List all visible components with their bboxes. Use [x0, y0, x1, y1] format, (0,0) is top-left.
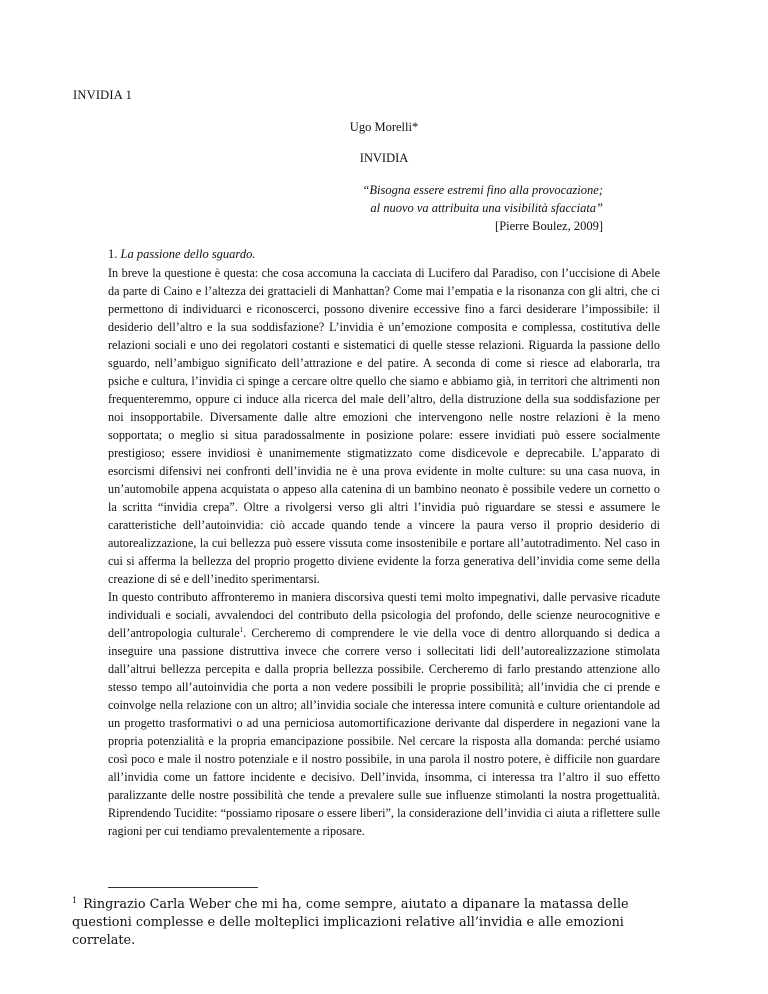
epigraph-source: [Pierre Boulez, 2009] — [495, 219, 603, 233]
section-number: 1. — [108, 247, 118, 261]
body-text — [108, 264, 660, 840]
running-header: INVIDIA 1 — [73, 88, 133, 102]
section-title: La passione dello sguardo. — [120, 247, 256, 261]
paragraph-2-part-c: essere liberi”, la considerazione dell’invidia ci aiuta a riflettere sulle ragioni per cui tendiamo prevalentemente a riposare. — [108, 806, 660, 838]
paragraph-2-emphasis: o — [317, 806, 324, 820]
footnote — [72, 896, 672, 950]
footnote-divider — [108, 887, 258, 888]
epigraph — [362, 181, 603, 235]
epigraph-line-1: “Bisogna essere estremi fino alla provocazione; — [362, 183, 603, 197]
footnote-reference[interactable]: 1 — [239, 625, 244, 634]
paragraph-2-part-b: . Cercheremo di comprendere le vie della voce di dentro allorquando si dedica a inseguire una passione distruttiva invece che correre verso i sollecitati lidi dell’autorealizzazione stimolata dall’altrui bellezza percepita e dalla propria bellezza possibile. Cercheremo di farlo prestando attenzione allo stesso tempo all’autoinvidia che porta a non vedere possibili le proprie possibilità; all’invidia che ci prende e coinvolge nella relazione con un altro; all’invidia sociale che interessa intere comunità e culture orientandole ad un progetto trasformativi o ad una perniciosa automortificazione derivante dal disperdere in negazioni vane la propria potenzialità e la propria emancipazione possibile. Nel cercare la risposta alla domanda: perché usiamo così poco e male il nostro potenziale e il nostro possibile, in una parola il nostro potere, è difficile non guardare all’invidia come un fattore incidente e decisivo. Dell’invida, insomma, ci interessa tra l’altro il suo effetto paralizzante delle nostre possibilità che tende a prevalere sulle sue influenze stimolanti la nostra progettualità. Riprendendo Tucidite: “possiamo riposare — [108, 626, 660, 820]
footnote-text: Ringrazio Carla Weber che mi ha, come sempre, aiutato a dipanare la matassa delle questioni complesse e delle molteplici implicazioni relative all’invidia e alle emozioni correlate. — [72, 897, 629, 948]
author-name: Ugo Morelli* — [349, 120, 419, 134]
paragraph-2-part-a: In questo contributo affronteremo in maniera discorsiva questi temi molto impegnativi, dalle pervasive ricadute individuali e sociali, avvalendoci del contributo della psicologia del profondo, delle scienze neurocognitive e dell’antropologia culturale — [108, 590, 660, 640]
epigraph-line-2: al nuovo va attribuita una visibilità sfacciata” — [370, 201, 603, 215]
paragraph-1: In breve la questione è questa: che cosa accomuna la cacciata di Lucifero dal Paradiso, con l’uccisione di Abele da parte di Caino e l’altezza dei grattacieli di Manhattan? Come mai l’empatia e la risonanza con gli altri, che ci permettono di individuarci e riconoscerci, possono divenire eccessive fino a farci desiderare l’impossibile: il desiderio dell’altro e la sua soddisfazione? L’invidia è un’emozione composita e complessa, costitutiva delle relazioni sociali e uno dei regolatori costanti e sistematici di quelle stesse relazioni. Riguarda la passione dello sguardo, nell’ambiguo significato dell’attrazione e del patire. A seconda di come si riesce ad elaborarla, tra psiche e cultura, l’invidia ci spinge a cercare oltre quello che siamo e abbiamo già, in territori che altrimenti non frequenteremmo, oppure ci induce alla ricerca del male dell’altro, della distruzione della sua soddisfazione per noi insopportabile. Diversamente dalle altre emozioni che intervengono nelle nostre relazioni è la meno sopportata; o meglio si situa paradossalmente in posizione polare: essere invidiati può essere socialmente prestigioso; essere invidiosi è unanimemente stigmatizzato come disdicevole e deprecabile. L’apparato di esorcismi difensivi nei confronti dell’invidia ne è una prova evidente in molte culture: su una casa nuova, in un’automobile appena acquistata o appeso alla catenina di un bambino neonato è possibile vedere un cornetto o la scritta “invidia crepa”. Oltre a rivolgersi verso gli altri l’invidia può riguardare se stessi e assumere le caratteristiche dell’autoinvidia: ciò accade quando tende a vincere la paura verso il proprio desiderio di autorealizzazione, la cui bellezza può essere vissuta come insostenibile e portare all’autotradimento. Nel caso in cui si afferma la bellezza del proprio progetto diviene evidente la forza generativa dell’invidia come seme della creazione di sé e dell’inedito sperimentarsi. — [108, 266, 660, 586]
section-heading — [108, 247, 255, 262]
footnote-marker: 1 — [72, 895, 78, 905]
document-title: INVIDIA — [359, 151, 409, 165]
paragraph-2 — [108, 588, 660, 840]
